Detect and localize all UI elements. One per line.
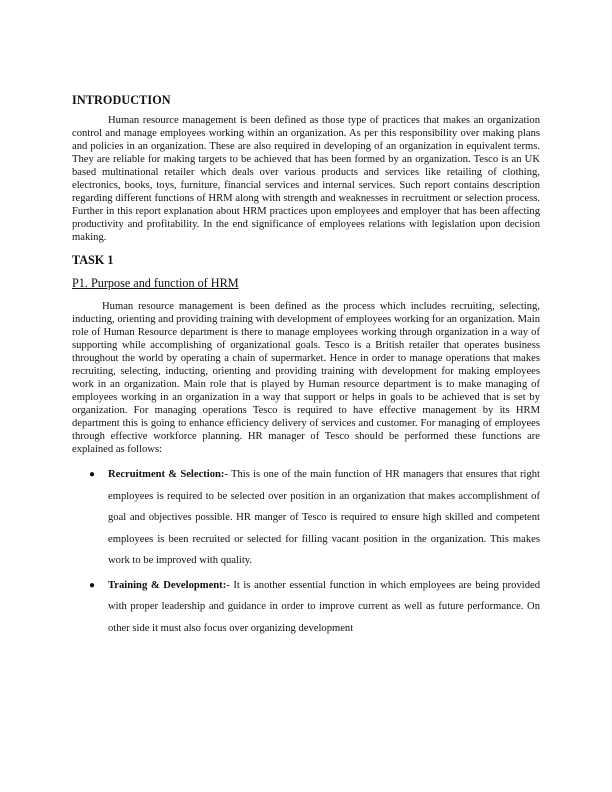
document-page	[72, 93, 540, 642]
task-subheading: P1. Purpose and function of HRM	[72, 276, 239, 290]
list-item-title: Recruitment & Selection:-	[108, 469, 228, 480]
task-paragraph: Human resource management is been defined as the process which includes recruiting, selecting, inducting, orienting and providing training with development of employees working for an organization. Main role of Human Resource department is there to manage employees working through organization in a way of supporting while accomplishing of organizational goals. Tesco is a British retailer that operates business throughout the world by operating a chain of supermarket. Hence in order to manage operations that makes recruiting, selecting, inducting, orienting and providing training with development for making employees work in an organization. Main role that is played by Human resource department is to make managing of employees working in an organization in a way that support or helps in goals to be achieved that is set by organization. For managing operations Tesco is required to have effective management by its HRM department this is going to enhance efficiency delivery of services and customer. For managing of employees through effective workforce planning. HR manager of Tesco should be performed these functions are explained as follows:	[72, 301, 540, 455]
list-item	[72, 575, 540, 640]
bullet-icon: ●	[89, 579, 96, 591]
introduction-heading: INTRODUCTION	[72, 93, 171, 107]
list-item-title: Training & Development:-	[108, 579, 230, 591]
introduction-paragraph: Human resource management is been defined as those type of practices that makes an organization control and manage employees working within an organization. As per this responsibility over making plans and policies in an organization. These are also required in developing of an organization in equivalent terms. They are reliable for making targets to be achieved that has been formed by an organization. Tesco is an UK based multinational retailer which deals over various products and services like retailing of clothing, electronics, books, toys, furniture, financial services and internal services. Such report contains description regarding different functions of HRM along with strength and weaknesses in recruitment or selection process. Further in this report explanation about HRM practices upon employees and employer that has been affecting productivity and profitability. In the end significance of employees relations with legislation upon decision making.	[72, 115, 540, 243]
list-item-text: This is one of the main function of HR managers that ensures that right employees is required to be selected over position in an organization that makes accomplishment of goal and objectives possible. HR manger of Tesco is required to ensure high skilled and competent employees is been recruited or selected for filling vacant position in the organization. This makes work to be improved with quality.	[108, 469, 540, 566]
function-list	[72, 464, 540, 639]
list-item-text: It is another essential function in which employees are being provided with proper leadership and guidance in order to improve current as well as future performance. On other side it must also focus over organizing development	[108, 579, 540, 634]
list-item	[72, 464, 540, 572]
task-heading: TASK 1	[72, 253, 114, 267]
bullet-icon: ●	[89, 469, 96, 480]
